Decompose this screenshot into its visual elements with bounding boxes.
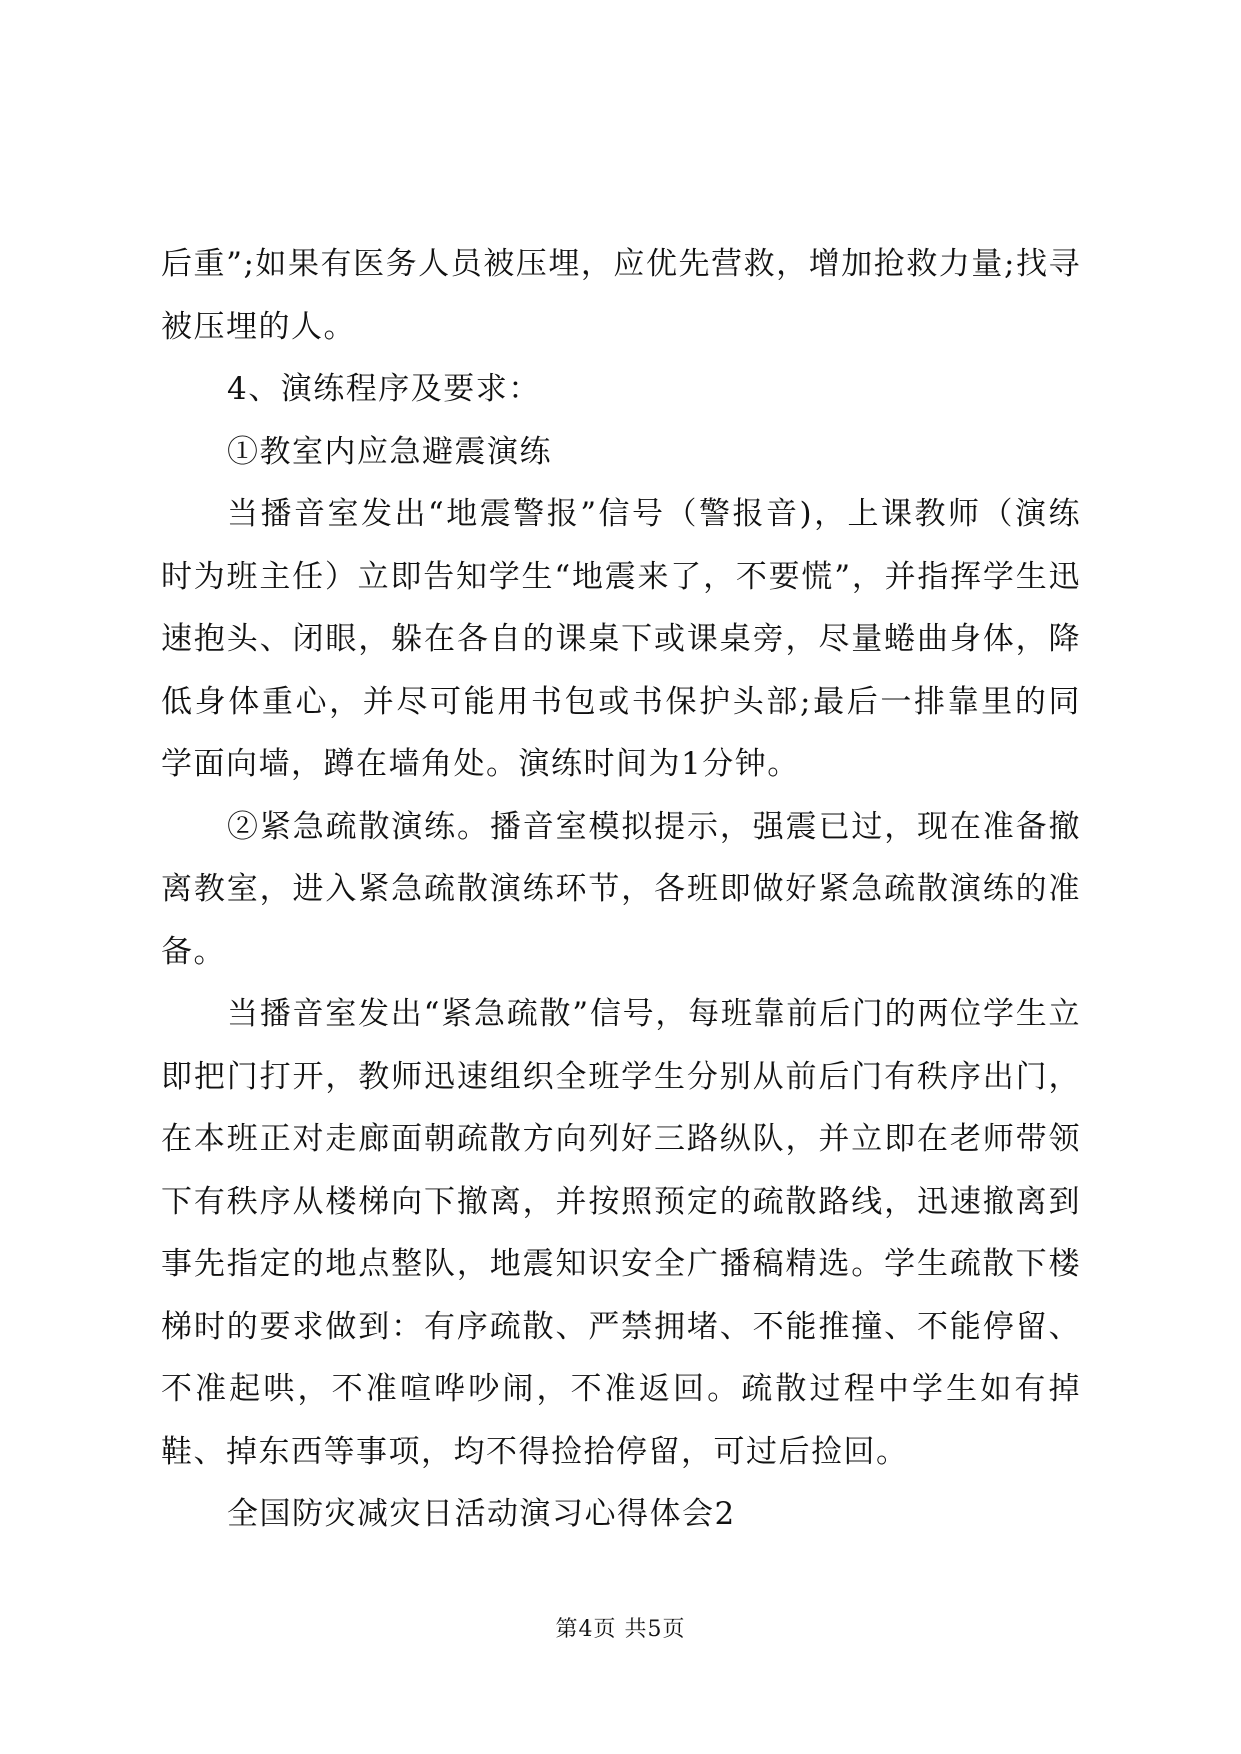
paragraph-continuation: 后重”;如果有医务人员被压埋，应优先营救，增加抢救力量;找寻被压埋的人。 [161, 246, 1081, 345]
document-title-next: 全国防灾减灾日活动演习心得体会2 [227, 1496, 736, 1532]
paragraph-evacuation-drill: ②紧急疏散演练。播音室模拟提示，强震已过，现在准备撤离教室，进入紧急疏散演练环节，各班即做好紧急疏散演练的准备。 [161, 808, 1081, 970]
page-number-footer: 第4页 共5页 [555, 1617, 686, 1642]
section-heading-drill-procedure: 4、演练程序及要求： [227, 371, 541, 407]
paragraph-earthquake-alarm: 当播音室发出“地震警报”信号（警报音)，上课教师（演练时为班主任）立即告知学生“地震来了，不要慌”，并指挥学生迅速抱头、闭眼，躲在各自的课桌下或课桌旁，尽量蜷曲身体，降低身体重心，并尽可能用书包或书保护头部;最后一排靠里的同学面向墙，蹲在墙角处。演练时间为1分钟。 [161, 496, 1081, 782]
subheading-classroom-drill: ①教室内应急避震演练 [227, 433, 552, 470]
document-body [161, 233, 1081, 1546]
paragraph-evacuation-signal: 当播音室发出“紧急疏散”信号，每班靠前后门的两位学生立即把门打开，教师迅速组织全班学生分别从前后门有秩序出门，在本班正对走廊面朝疏散方向列好三路纵队，并立即在老师带领下有秩序从楼梯向下撤离，并按照预定的疏散路线，迅速撤离到事先指定的地点整队，地震知识安全广播稿精选。学生疏散下楼梯时的要求做到：有序疏散、严禁拥堵、不能推撞、不能停留、不准起哄，不准喧哗吵闹，不准返回。疏散过程中学生如有掉鞋、掉东西等事项，均不得捡拾停留，可过后捡回。 [161, 996, 1081, 1470]
